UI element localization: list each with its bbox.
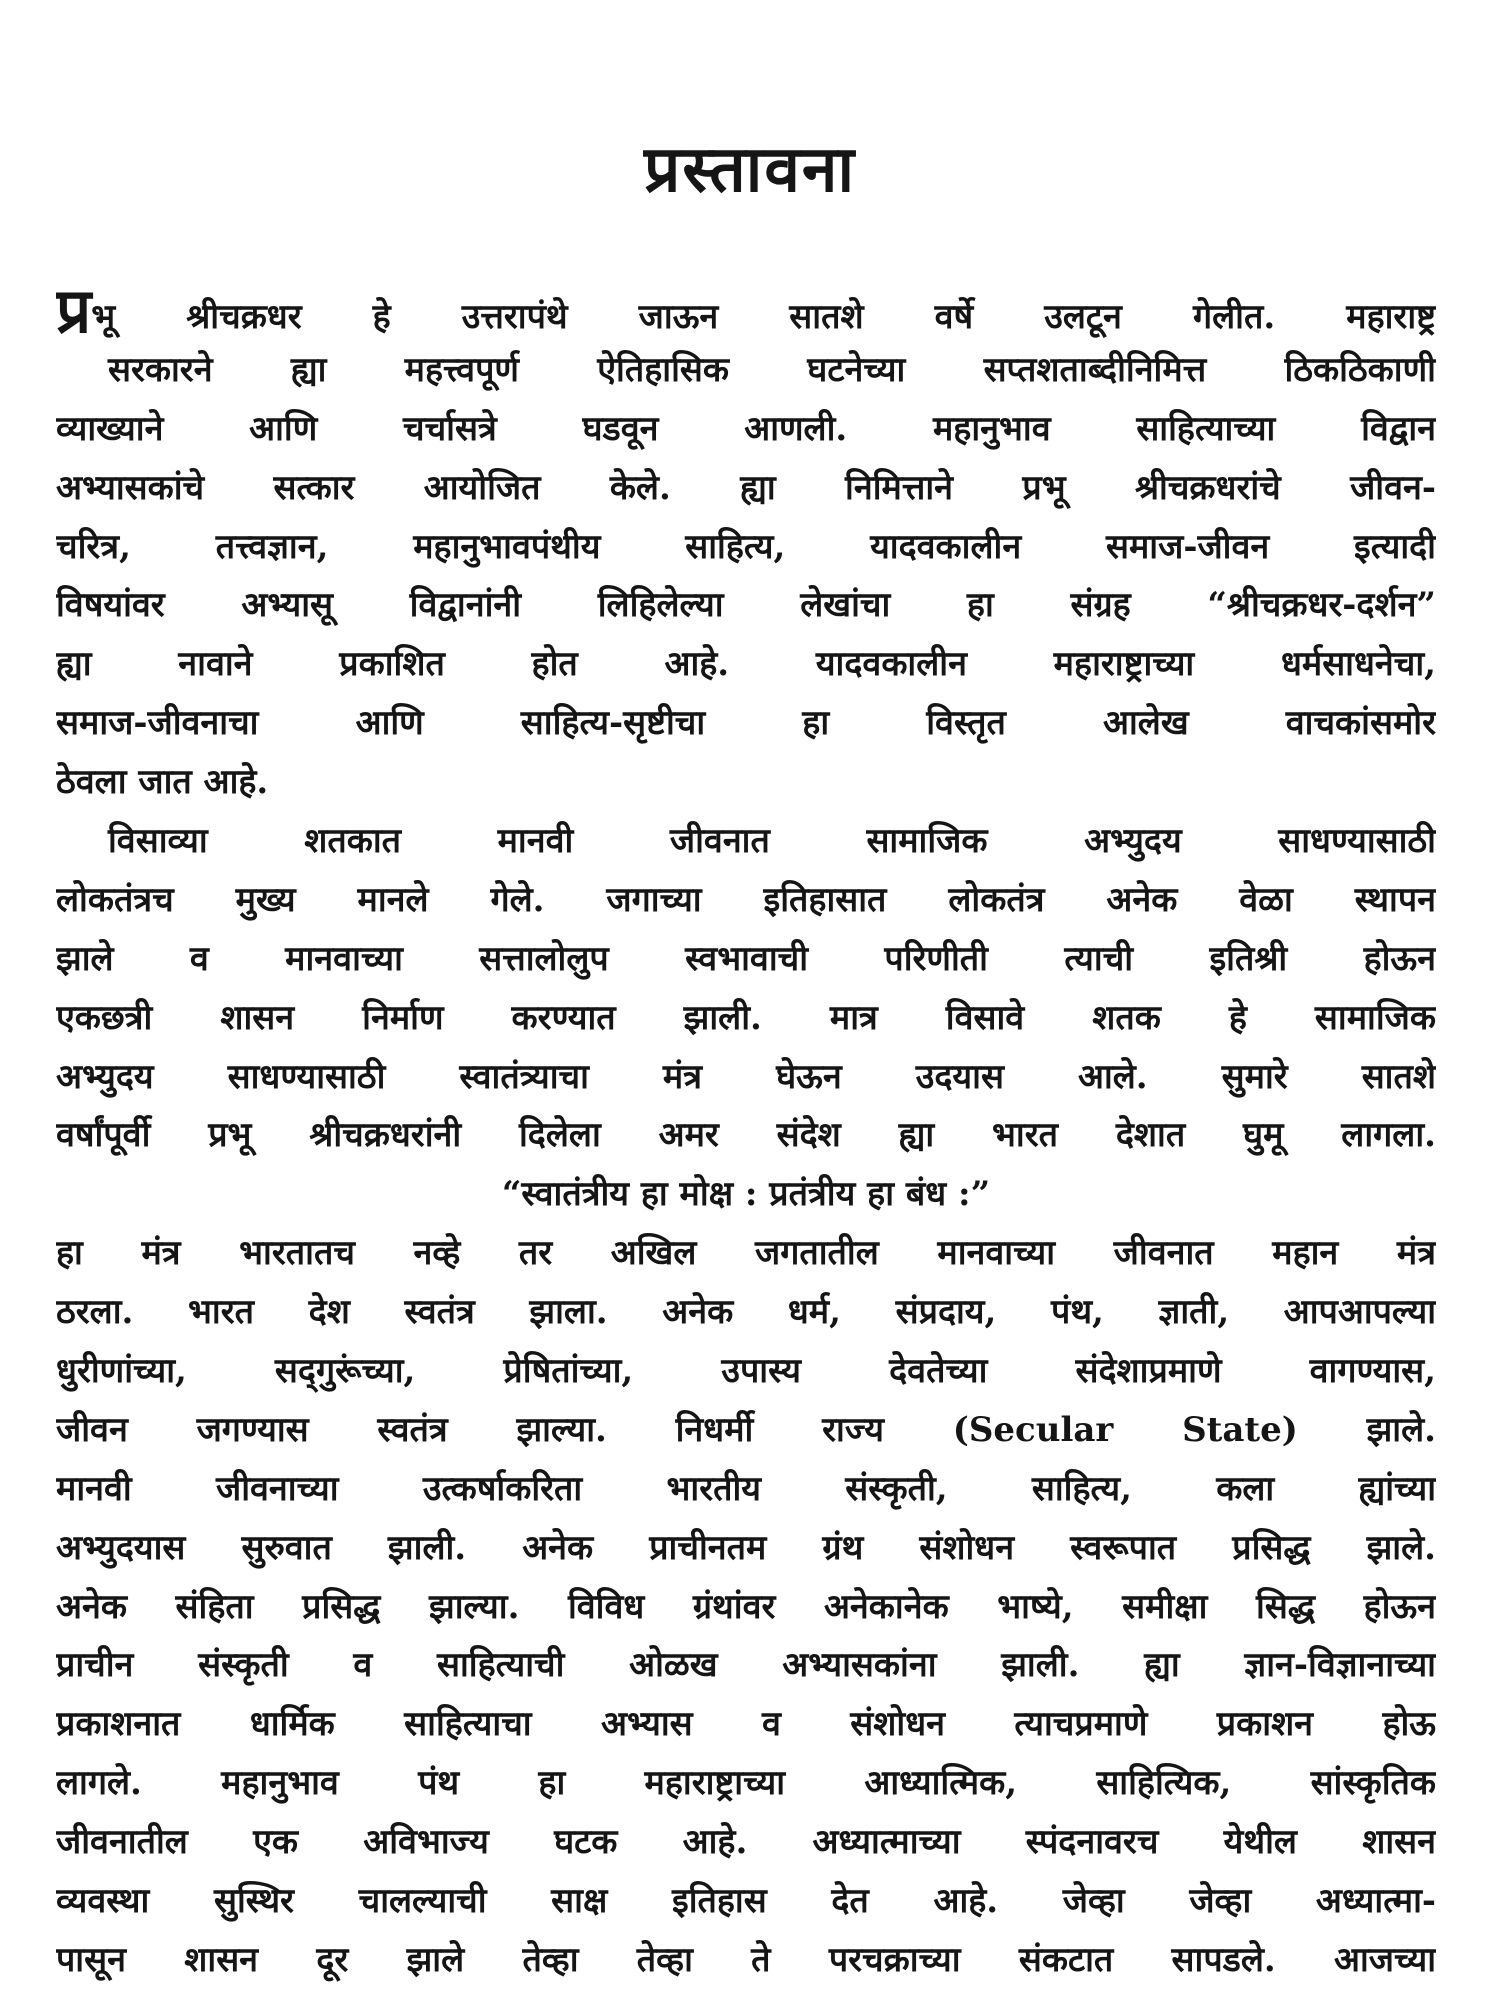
text-line: जीवन जगण्यास स्वतंत्र झाल्या. निधर्मी राज्य (Secular State) झाले. bbox=[56, 1409, 1436, 1450]
text-line: लागले. महानुभाव पंथ हा महाराष्ट्राच्या आध्यात्मिक, साहित्यिक, सांस्कृतिक bbox=[56, 1763, 1436, 1804]
text-line: ठरला. भारत देश स्वतंत्र झाला. अनेक धर्म, संप्रदाय, पंथ, ज्ञाती, आपआपल्या bbox=[56, 1292, 1436, 1333]
text-line: धुरीणांच्या, सद्‌गुरूंच्या, प्रेषितांच्या, उपास्य देवतेच्या संदेशाप्रमाणे वागण्यास, bbox=[56, 1351, 1436, 1392]
text-line: विसाव्या शतकात मानवी जीवनात सामाजिक अभ्युदय साधण्यासाठी bbox=[108, 821, 1436, 862]
text-line: समाज-जीवनाचा आणि साहित्य-सृष्टीचा हा विस्तृत आलेख वाचकांसमोर bbox=[56, 703, 1436, 744]
text-line: पासून शासन दूर झाले तेव्हा तेव्हा ते परचक्राच्या संकटात सापडले. आजच्या bbox=[56, 1939, 1436, 1980]
page-title: प्रस्तावना bbox=[643, 132, 857, 207]
text-line: विषयांवर अभ्यासू विद्वानांनी लिहिलेल्या लेखांचा हा संग्रह “श्रीचक्रधर-दर्शन” bbox=[56, 585, 1436, 626]
text-line: अभ्यासकांचे सत्कार आयोजित केले. ह्या निमित्ताने प्रभू श्रीचक्रधरांचे जीवन- bbox=[56, 467, 1436, 508]
text-line: व्याख्याने आणि चर्चासत्रे घडवून आणली. महानुभाव साहित्याच्या विद्वान bbox=[56, 408, 1436, 449]
text-line: सरकारने ह्या महत्त्वपूर्ण ऐतिहासिक घटनेच्या सप्तशताब्दीनिमित्त ठिकठिकाणी bbox=[108, 349, 1436, 390]
text-line: व्यवस्था सुस्थिर चालल्याची साक्ष इतिहास देत आहे. जेव्हा जेव्हा अध्यात्मा- bbox=[56, 1881, 1436, 1922]
text-line: झाले व मानवाच्या सत्तालोलुप स्वभावाची परिणीती त्याची इतिश्री होऊन bbox=[56, 938, 1436, 979]
drop-cap: प्र bbox=[56, 282, 92, 341]
quote-line: “स्वातंत्रीय हा मोक्ष : प्रतंत्रीय हा बंध :” bbox=[501, 1174, 991, 1215]
first-line-text: भू श्रीचक्रधर हे उत्तरापंथे जाऊन सातशे वर्षे उलटून गेलीत. महाराष्ट्र bbox=[91, 297, 1436, 337]
text-line: ठेवला जात आहे. bbox=[56, 762, 269, 803]
text-line bbox=[56, 282, 1436, 341]
text-line: ह्या नावाने प्रकाशित होत आहे. यादवकालीन महाराष्ट्राच्या धर्मसाधनेचा, bbox=[56, 644, 1436, 685]
text-line: वर्षांपूर्वी प्रभू श्रीचक्रधरांनी दिलेला अमर संदेश ह्या भारत देशात घुमू लागला. bbox=[56, 1115, 1436, 1156]
text-line: अनेक संहिता प्रसिद्ध झाल्या. विविध ग्रंथांवर अनेकानेक भाष्ये, समीक्षा सिद्ध होऊन bbox=[56, 1586, 1436, 1627]
body-text bbox=[56, 282, 1436, 1990]
text-line: चरित्र, तत्त्वज्ञान, महानुभावपंथीय साहित्य, यादवकालीन समाज-जीवन इत्यादी bbox=[56, 526, 1436, 567]
text-line: जीवनातील एक अविभाज्य घटक आहे. अध्यात्माच्या स्पंदनावरच येथील शासन bbox=[56, 1822, 1436, 1863]
text-line: हा मंत्र भारतातच नव्हे तर अखिल जगतातील मानवाच्या जीवनात महान मंत्र bbox=[56, 1233, 1436, 1274]
text-line: अभ्युदयास सुरुवात झाली. अनेक प्राचीनतम ग्रंथ संशोधन स्वरूपात प्रसिद्ध झाले. bbox=[56, 1527, 1436, 1568]
text-line: लोकतंत्रच मुख्य मानले गेले. जगाच्या इतिहासात लोकतंत्र अनेक वेळा स्थापन bbox=[56, 879, 1436, 920]
text-line: एकछत्री शासन निर्माण करण्यात झाली. मात्र विसावे शतक हे सामाजिक bbox=[56, 997, 1436, 1038]
text-line: मानवी जीवनाच्या उत्कर्षाकरिता भारतीय संस्कृती, साहित्य, कला ह्यांच्या bbox=[56, 1468, 1436, 1509]
text-line: अभ्युदय साधण्यासाठी स्वातंत्र्याचा मंत्र घेऊन उदयास आले. सुमारे सातशे bbox=[56, 1056, 1436, 1097]
text-line: प्राचीन संस्कृती व साहित्याची ओळख अभ्यासकांना झाली. ह्या ज्ञान-विज्ञानाच्या bbox=[56, 1645, 1436, 1686]
text-line: प्रकाशनात धार्मिक साहित्याचा अभ्यास व संशोधन त्याचप्रमाणे प्रकाशन होऊ bbox=[56, 1704, 1436, 1745]
